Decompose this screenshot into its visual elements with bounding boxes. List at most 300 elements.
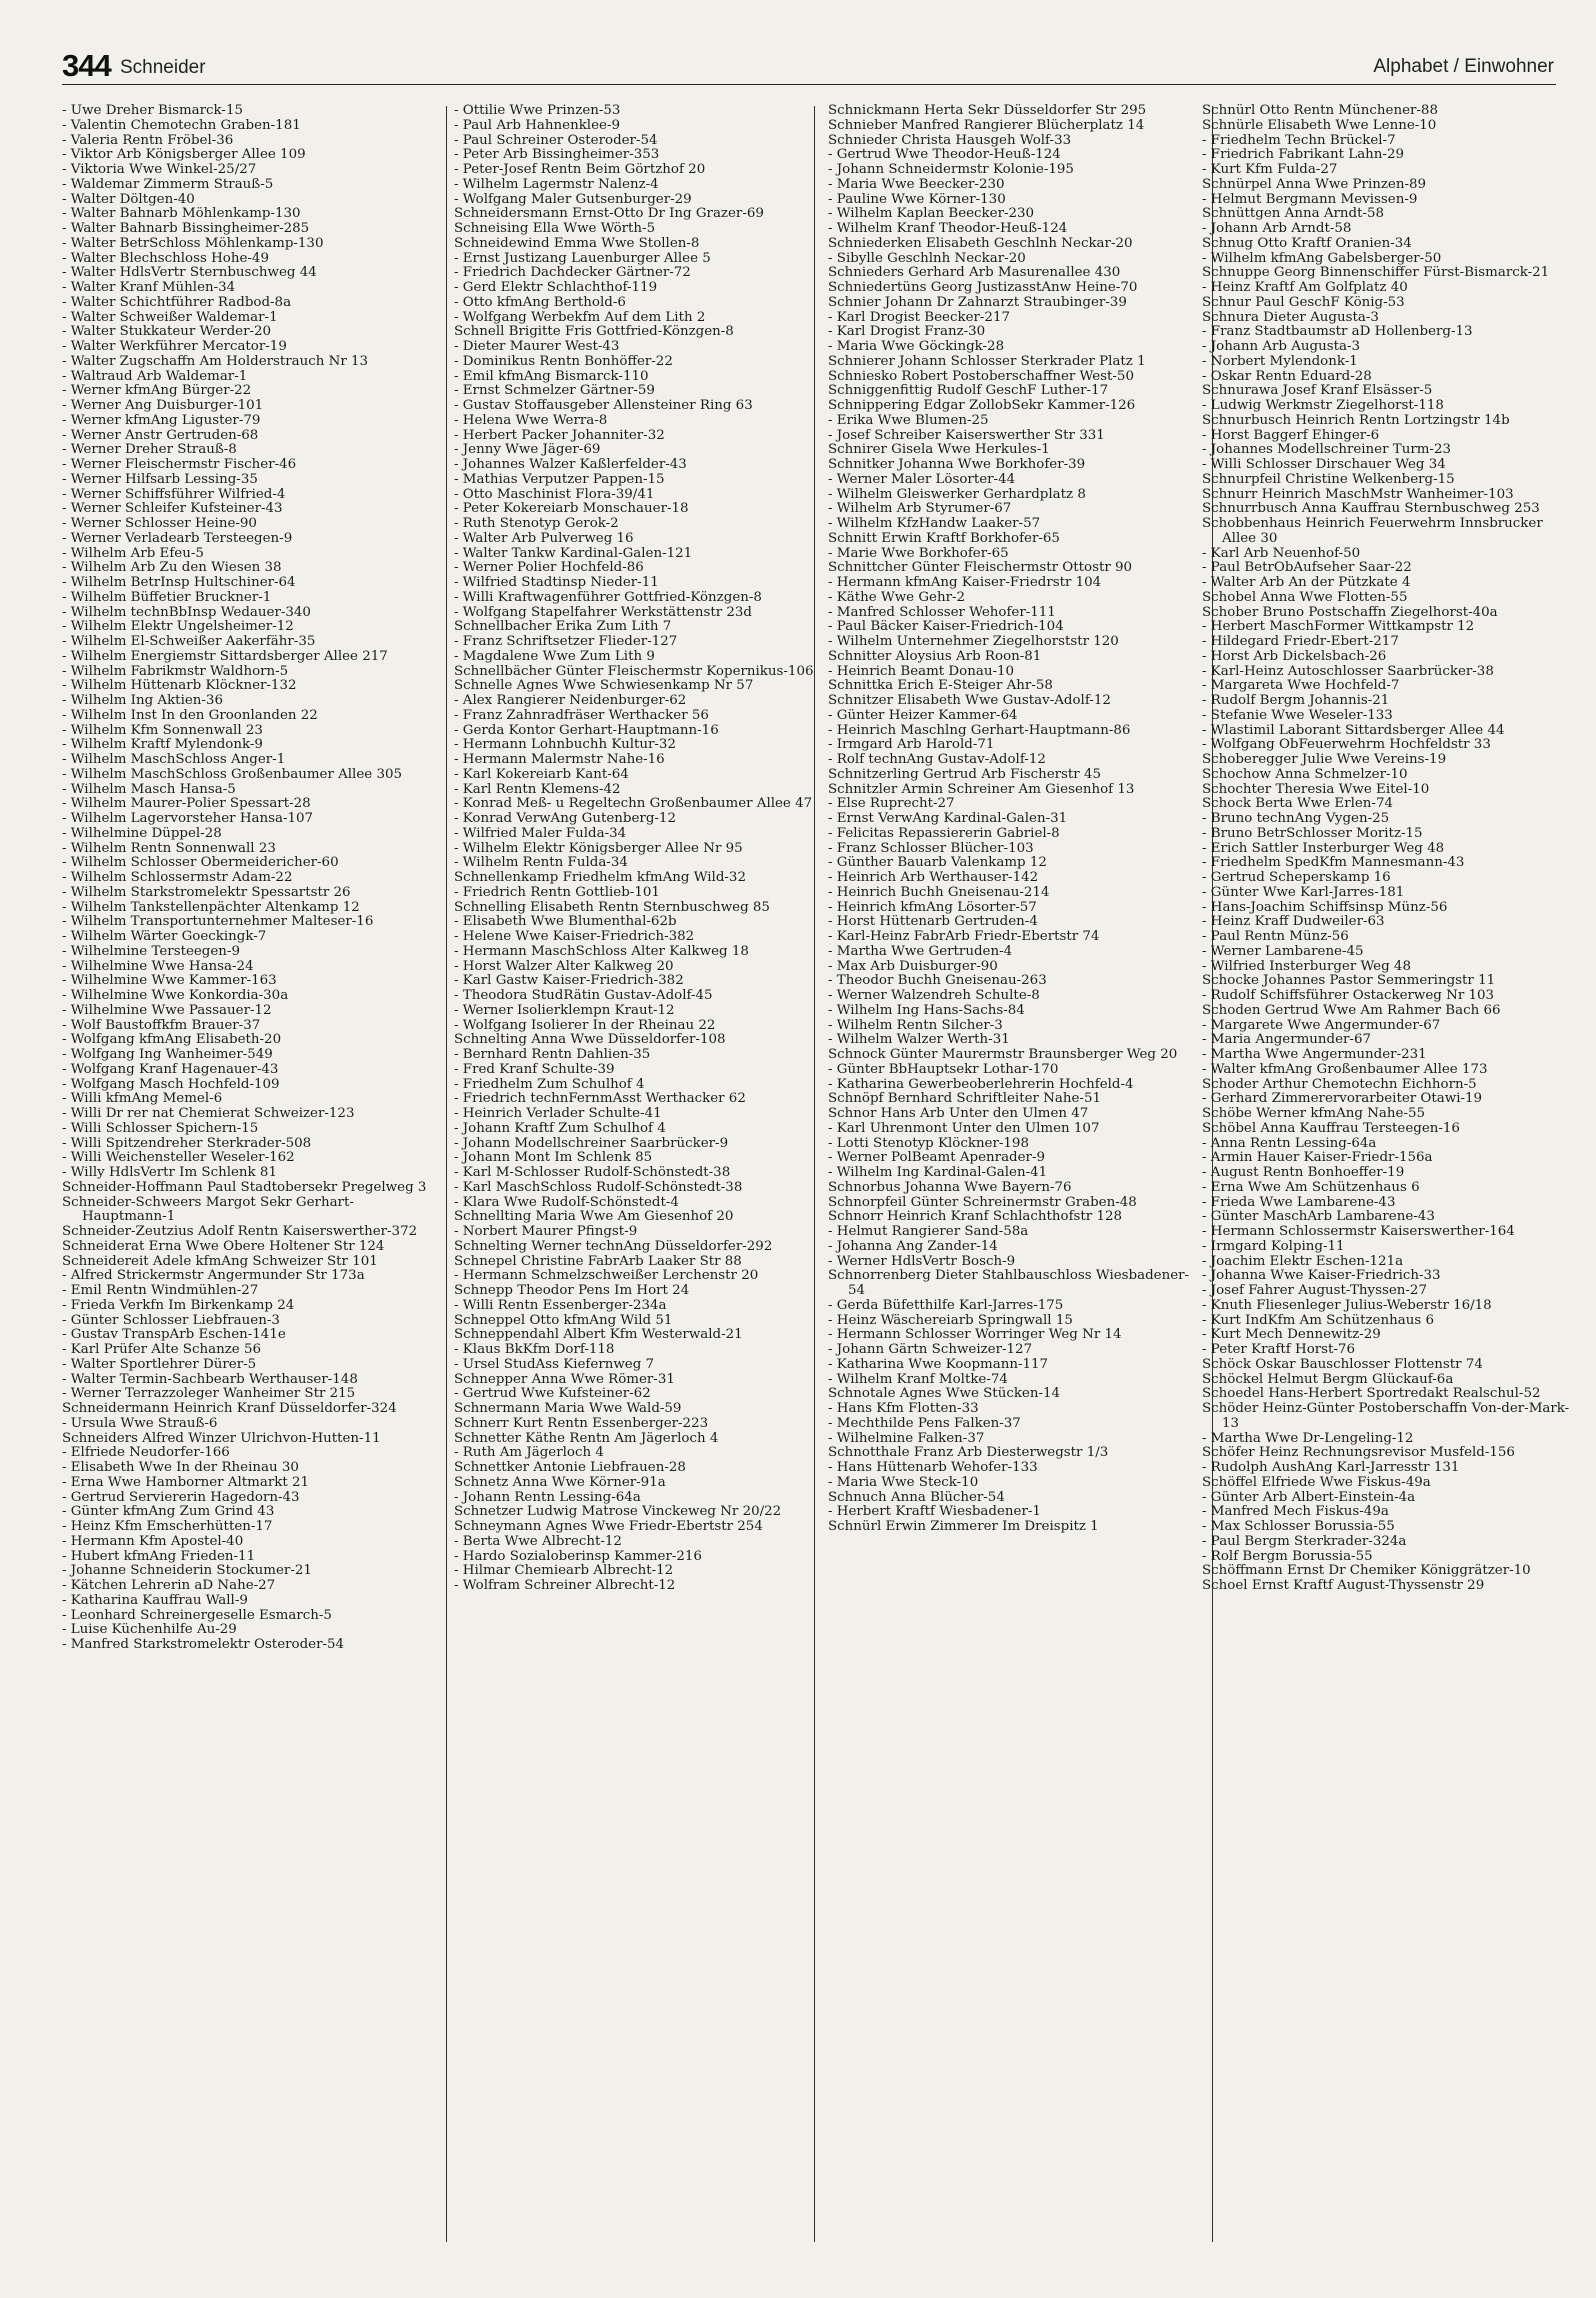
directory-subentry: - Paul Rentn Münz-56 bbox=[1202, 930, 1578, 945]
directory-subentry: - Käthe Wwe Gehr-2 bbox=[828, 591, 1202, 606]
directory-entry: Schneppel Otto kfmAng Wild 51 bbox=[454, 1312, 673, 1328]
directory-subentry: - Wilhelm Schlossermstr Adam-22 bbox=[62, 871, 434, 886]
directory-entry: Schnuppe Georg Binnenschiffer Fürst-Bismarck-21 bbox=[1202, 265, 1550, 281]
directory-subentry: - Gertrud Wwe Theodor-Heuß-124 bbox=[828, 148, 1202, 163]
directory-subentry: - Wilhelm Ing Aktien-36 bbox=[62, 694, 434, 709]
directory-entry: Schnickmann Herta Sekr Düsseldorfer Str 295 bbox=[828, 104, 1147, 118]
directory-subentry: - Ernst Schmelzer Gärtner-59 bbox=[454, 384, 828, 399]
directory-subentry: - Friedhelm Techn Brückel-7 bbox=[1202, 134, 1578, 149]
directory-subentry: - Horst Arb Dickelsbach-26 bbox=[1202, 650, 1578, 665]
directory-subentry: - Viktor Arb Königsberger Allee 109 bbox=[62, 148, 434, 163]
directory-subentry: - Werner Terrazzoleger Wanheimer Str 215 bbox=[62, 1387, 434, 1402]
directory-column-3 bbox=[828, 104, 1202, 2254]
directory-subentry: - Johann Kraftf Zum Schulhof 4 bbox=[454, 1122, 828, 1137]
directory-subentry: - Klara Wwe Rudolf-Schönstedt-4 bbox=[454, 1196, 828, 1211]
directory-subentry: - Luise Küchenhilfe Au-29 bbox=[62, 1623, 434, 1638]
directory-subentry: - Frieda Wwe Lambarene-43 bbox=[1202, 1196, 1578, 1211]
directory-subentry: - Friedhelm SpedKfm Mannesmann-43 bbox=[1202, 856, 1578, 871]
directory-entry: Schnieders Gerhard Arb Masurenallee 430 bbox=[828, 265, 1121, 281]
directory-subentry: - Hermann Schmelzschweißer Lerchenstr 20 bbox=[454, 1269, 828, 1284]
directory-subentry: - Wilhelm BetrInsp Hultschiner-64 bbox=[62, 576, 434, 591]
directory-subentry: - Wilhelm Kraftf Mylendonk-9 bbox=[62, 738, 434, 753]
directory-subentry: - Wilhelm Kaplan Beecker-230 bbox=[828, 207, 1202, 222]
directory-subentry: - Irmgard Arb Harold-71 bbox=[828, 738, 1202, 753]
directory-entry: Schnellting Maria Wwe Am Giesenhof 20 bbox=[454, 1209, 734, 1225]
directory-subentry: - Wilhelm Inst In den Groonlanden 22 bbox=[62, 709, 434, 724]
directory-entry: Schnüttgen Anna Arndt-58 bbox=[1202, 206, 1385, 222]
directory-subentry: - Konrad VerwAng Gutenberg-12 bbox=[454, 812, 828, 827]
directory-subentry: - Johann Arb Augusta-3 bbox=[1202, 340, 1578, 355]
directory-subentry: - Werner Walzendreh Schulte-8 bbox=[828, 989, 1202, 1004]
directory-subentry: - Wilhelm MaschSchloss Anger-1 bbox=[62, 753, 434, 768]
directory-subentry: - Werner Maler Lösorter-44 bbox=[828, 473, 1202, 488]
directory-subentry: - Franz Stadtbaumstr aD Hollenberg-13 bbox=[1202, 325, 1578, 340]
directory-subentry: - Ernst Justizang Lauenburger Allee 5 bbox=[454, 252, 828, 267]
directory-subentry: - Wilhelm El-Schweißer Aakerfähr-35 bbox=[62, 635, 434, 650]
directory-subentry: - Karl MaschSchloss Rudolf-Schönstedt-38 bbox=[454, 1181, 828, 1196]
directory-subentry: - Wilhelm Rentn Sonnenwall 23 bbox=[62, 842, 434, 857]
directory-subentry: - Wilhelmine Wwe Konkordia-30a bbox=[62, 989, 434, 1004]
directory-entry: Schöck Oskar Bauschlosser Flottenstr 74 bbox=[1202, 1356, 1483, 1372]
directory-subentry: - Wilhelmine Falken-37 bbox=[828, 1432, 1202, 1447]
directory-subentry: - Lotti Stenotyp Klöckner-198 bbox=[828, 1137, 1202, 1152]
directory-subentry: - Ludwig Werkmstr Ziegelhorst-118 bbox=[1202, 399, 1578, 414]
directory-entry: Schneidereit Adele kfmAng Schweizer Str 101 bbox=[62, 1253, 378, 1269]
directory-subentry: - Rudolph AushAng Karl-Jarresstr 131 bbox=[1202, 1461, 1578, 1476]
directory-subentry: - Wilhelm Arb Efeu-5 bbox=[62, 547, 434, 562]
directory-entry: Schnepper Anna Wwe Römer-31 bbox=[454, 1371, 675, 1387]
directory-subentry: - Heinrich Maschlng Gerhart-Hauptmann-86 bbox=[828, 724, 1202, 739]
directory-entry: Schnepp Theodor Pens Im Hort 24 bbox=[454, 1283, 690, 1298]
directory-subentry: - Mathias Verputzer Pappen-15 bbox=[454, 473, 828, 488]
directory-subentry: - Josef Schreiber Kaiserswerther Str 331 bbox=[828, 429, 1202, 444]
directory-subentry: - Hermann kfmAng Kaiser-Friedrstr 104 bbox=[828, 576, 1202, 591]
directory-subentry: - Werner Schlosser Heine-90 bbox=[62, 517, 434, 532]
directory-entry: Schnierer Johann Schlosser Sterkrader Platz 1 bbox=[828, 353, 1146, 369]
directory-subentry: - Willi Schlosser Spichern-15 bbox=[62, 1122, 434, 1137]
directory-subentry: - Johann Modellschreiner Saarbrücker-9 bbox=[454, 1137, 828, 1152]
directory-subentry: - Marie Wwe Borkhofer-65 bbox=[828, 547, 1202, 562]
directory-subentry: - Heinrich kfmAng Lösorter-57 bbox=[828, 901, 1202, 916]
directory-entry: Schnorrenberg Dieter Stahlbauschloss Wiesbadener-54 bbox=[828, 1268, 1190, 1298]
directory-subentry: - Wilhelm Transportunternehmer Malteser-16 bbox=[62, 915, 434, 930]
directory-subentry: - Wilhelm Masch Hansa-5 bbox=[62, 783, 434, 798]
directory-entry: Schnelling Elisabeth Rentn Sternbuschweg 85 bbox=[454, 899, 770, 915]
directory-entry: Schnitzer Elisabeth Wwe Gustav-Adolf-12 bbox=[828, 693, 1111, 708]
directory-subentry: - Erika Wwe Blumen-25 bbox=[828, 414, 1202, 429]
directory-entry: Schobbenhaus Heinrich Feuerwehrm Innsbrucker Allee 30 bbox=[1202, 516, 1543, 546]
directory-subentry: - Werner Verladearb Tersteegen-9 bbox=[62, 532, 434, 547]
directory-subentry: - Waldemar Zimmerm Strauß-5 bbox=[62, 178, 434, 193]
directory-subentry: - Heinz Wäschereiarb Springwall 15 bbox=[828, 1314, 1202, 1329]
directory-subentry: - Wilhelmine Wwe Hansa-24 bbox=[62, 960, 434, 975]
directory-subentry: - Johann Mont Im Schlenk 85 bbox=[454, 1151, 828, 1166]
directory-subentry: - Margareta Wwe Hochfeld-7 bbox=[1202, 679, 1578, 694]
directory-subentry: - Erna Wwe Hamborner Altmarkt 21 bbox=[62, 1476, 434, 1491]
directory-subentry: - Karl Prüfer Alte Schanze 56 bbox=[62, 1343, 434, 1358]
directory-entry: Schnurawa Josef Kranf Elsässer-5 bbox=[1202, 383, 1433, 399]
directory-subentry: - Günter Schlosser Liebfrauen-3 bbox=[62, 1314, 434, 1329]
directory-subentry: - Helmut Bergmann Mevissen-9 bbox=[1202, 193, 1578, 208]
directory-entry: Schnetz Anna Wwe Körner-91a bbox=[454, 1474, 666, 1490]
directory-entry: Schniederken Elisabeth Geschlnh Neckar-20 bbox=[828, 235, 1133, 251]
directory-subentry: - Walter Döltgen-40 bbox=[62, 193, 434, 208]
directory-subentry: - Karl Kokereiarb Kant-64 bbox=[454, 768, 828, 783]
directory-subentry: - Kätchen Lehrerin aD Nahe-27 bbox=[62, 1579, 434, 1594]
directory-subentry: - Wilhelm Rentn Fulda-34 bbox=[454, 856, 828, 871]
directory-subentry: - Magdalene Wwe Zum Lith 9 bbox=[454, 650, 828, 665]
directory-subentry: - Gerda Büfetthilfe Karl-Jarres-175 bbox=[828, 1299, 1202, 1314]
directory-subentry: - Günther Bauarb Valenkamp 12 bbox=[828, 856, 1202, 871]
directory-subentry: - Walter Zugschaffn Am Holderstrauch Nr 13 bbox=[62, 355, 434, 370]
directory-subentry: - Josef Fahrer August-Thyssen-27 bbox=[1202, 1284, 1578, 1299]
directory-subentry: - Felicitas Repassiererin Gabriel-8 bbox=[828, 827, 1202, 842]
directory-entry: Schocke Johannes Pastor Semmeringstr 11 bbox=[1202, 973, 1496, 989]
directory-subentry: - Wilhelm Gleiswerker Gerhardplatz 8 bbox=[828, 488, 1202, 503]
directory-entry: Schneiders Alfred Winzer Ulrichvon-Hutten-11 bbox=[62, 1430, 381, 1446]
directory-subentry: - Erna Wwe Am Schützenhaus 6 bbox=[1202, 1181, 1578, 1196]
directory-subentry: - Werner Polier Hochfeld-86 bbox=[454, 561, 828, 576]
directory-subentry: - Hans-Joachim Schiffsinsp Münz-56 bbox=[1202, 901, 1578, 916]
directory-subentry: - Hermann MaschSchloss Alter Kalkweg 18 bbox=[454, 945, 828, 960]
directory-subentry: - Maria Wwe Steck-10 bbox=[828, 1476, 1202, 1491]
directory-subentry: - Katharina Kauffrau Wall-9 bbox=[62, 1594, 434, 1609]
directory-subentry: - Wilhelm Kranf Theodor-Heuß-124 bbox=[828, 222, 1202, 237]
directory-subentry: - Wilhelm Lagervorsteher Hansa-107 bbox=[62, 812, 434, 827]
directory-subentry: - Willi kfmAng Memel-6 bbox=[62, 1092, 434, 1107]
directory-subentry: - Peter-Josef Rentn Beim Görtzhof 20 bbox=[454, 163, 828, 178]
directory-entry: Schnieber Manfred Rangierer Blücherplatz 14 bbox=[828, 117, 1145, 133]
directory-subentry: - Hermann Schlossermstr Kaiserswerther-164 bbox=[1202, 1225, 1578, 1240]
directory-subentry: - Else Ruprecht-27 bbox=[828, 797, 1202, 812]
directory-entry: Schöbe Werner kfmAng Nahe-55 bbox=[1202, 1106, 1426, 1121]
directory-entry: Schnorr Heinrich Kranf Schlachthofstr 128 bbox=[828, 1209, 1123, 1225]
directory-subentry: - Irmgard Kolping-11 bbox=[1202, 1240, 1578, 1255]
directory-subentry: - Paul Schreiner Osteroder-54 bbox=[454, 134, 828, 149]
directory-subentry: - Max Arb Duisburger-90 bbox=[828, 960, 1202, 975]
directory-subentry: - Helena Wwe Werra-8 bbox=[454, 414, 828, 429]
directory-subentry: - Wolfgang Stapelfahrer Werkstättenstr 23d bbox=[454, 606, 828, 621]
directory-subentry: - Wilhelm Lagermstr Nalenz-4 bbox=[454, 178, 828, 193]
directory-subentry: - Elisabeth Wwe Blumenthal-62b bbox=[454, 915, 828, 930]
directory-subentry: - Johannes Walzer Kaßlerfelder-43 bbox=[454, 458, 828, 473]
directory-entry: Schnitzler Armin Schreiner Am Giesenhof 13 bbox=[828, 781, 1135, 797]
directory-subentry: - Katharina Wwe Koopmann-117 bbox=[828, 1358, 1202, 1373]
directory-subentry: - Rolf Bergm Borussia-55 bbox=[1202, 1550, 1578, 1565]
directory-subentry: - Friedrich Fabrikant Lahn-29 bbox=[1202, 148, 1578, 163]
directory-subentry: - Wilhelm Kranf Moltke-74 bbox=[828, 1373, 1202, 1388]
directory-subentry: - Horst Baggerf Ehinger-6 bbox=[1202, 429, 1578, 444]
directory-subentry: - Ursel StudAss Kiefernweg 7 bbox=[454, 1358, 828, 1373]
directory-subentry: - Wilhelm technBbInsp Wedauer-340 bbox=[62, 606, 434, 621]
directory-subentry: - Walter kfmAng Großenbaumer Allee 173 bbox=[1202, 1063, 1578, 1078]
directory-subentry: - Kurt Mech Dennewitz-29 bbox=[1202, 1328, 1578, 1343]
directory-entry: Schöfer Heinz Rechnungsrevisor Musfeld-156 bbox=[1202, 1445, 1515, 1461]
directory-entry: Schnürl Otto Rentn Münchener-88 bbox=[1202, 104, 1438, 118]
directory-subentry: - Günter BbHauptsekr Lothar-170 bbox=[828, 1063, 1202, 1078]
directory-subentry: - Helmut Rangierer Sand-58a bbox=[828, 1225, 1202, 1240]
directory-subentry: - Valentin Chemotechn Graben-181 bbox=[62, 119, 434, 134]
directory-entry: Schneiderat Erna Wwe Obere Holtener Str 124 bbox=[62, 1238, 385, 1254]
directory-entry: Schnorpfeil Günter Schreinermstr Graben-48 bbox=[828, 1194, 1137, 1210]
directory-subentry: - Stefanie Wwe Weseler-133 bbox=[1202, 709, 1578, 724]
directory-entry: Schnelting Werner technAng Düsseldorfer-292 bbox=[454, 1238, 773, 1254]
directory-subentry: - Paul Bäcker Kaiser-Friedrich-104 bbox=[828, 620, 1202, 635]
directory-entry: Schnirer Gisela Wwe Herkules-1 bbox=[828, 442, 1050, 458]
directory-subentry: - Wlastimil Laborant Sittardsberger Allee 44 bbox=[1202, 724, 1578, 739]
directory-subentry: - Wolfgang kfmAng Elisabeth-20 bbox=[62, 1033, 434, 1048]
directory-entry: Schneising Ella Wwe Wörth-5 bbox=[454, 221, 656, 236]
directory-entry: Schneidermann Heinrich Kranf Düsseldorfer-324 bbox=[62, 1401, 397, 1416]
directory-entry: Schnepel Christine FabrArb Laaker Str 88 bbox=[454, 1253, 742, 1269]
directory-subentry: - Werner kfmAng Bürger-22 bbox=[62, 384, 434, 399]
directory-entry: Schnürpel Anna Wwe Prinzen-89 bbox=[1202, 176, 1427, 192]
directory-entry: Schoberegger Julie Wwe Vereins-19 bbox=[1202, 752, 1447, 767]
directory-subentry: - Otto kfmAng Berthold-6 bbox=[454, 296, 828, 311]
directory-subentry: - Peter Kraftf Horst-76 bbox=[1202, 1343, 1578, 1358]
directory-subentry: - Walter BetrSchloss Möhlenkamp-130 bbox=[62, 237, 434, 252]
directory-entry: Schoder Arthur Chemotechn Eichhorn-5 bbox=[1202, 1076, 1477, 1092]
directory-entry: Schnitter Aloysius Arb Roon-81 bbox=[828, 648, 1042, 664]
directory-subentry: - Willy HdlsVertr Im Schlenk 81 bbox=[62, 1166, 434, 1181]
directory-subentry: - Erich Sattler Insterburger Weg 48 bbox=[1202, 842, 1578, 857]
directory-subentry: - Johanna Ang Zander-14 bbox=[828, 1240, 1202, 1255]
directory-entry: Schöbel Anna Kauffrau Tersteegen-16 bbox=[1202, 1120, 1460, 1136]
directory-subentry: - Anna Rentn Lessing-64a bbox=[1202, 1137, 1578, 1152]
directory-entry: Schochow Anna Schmelzer-10 bbox=[1202, 766, 1408, 782]
directory-subentry: - Berta Wwe Albrecht-12 bbox=[454, 1535, 828, 1550]
directory-entry: Schnock Günter Maurermstr Braunsberger Weg 20 bbox=[828, 1047, 1178, 1062]
directory-subentry: - Walter Bahnarb Möhlenkamp-130 bbox=[62, 207, 434, 222]
directory-subentry: - Rolf technAng Gustav-Adolf-12 bbox=[828, 753, 1202, 768]
directory-subentry: - Wilhelm Ing Hans-Sachs-84 bbox=[828, 1004, 1202, 1019]
directory-subentry: - Werner Ang Duisburger-101 bbox=[62, 399, 434, 414]
directory-subentry: - Karl-Heinz Autoschlosser Saarbrücker-38 bbox=[1202, 665, 1578, 680]
directory-entry: Schoel Ernst Kraftf August-Thyssenstr 29 bbox=[1202, 1578, 1485, 1593]
directory-subentry: - Martha Wwe Gertruden-4 bbox=[828, 945, 1202, 960]
directory-subentry: - Wilhelmine Tersteegen-9 bbox=[62, 945, 434, 960]
directory-subentry: - Werner Hilfsarb Lessing-35 bbox=[62, 473, 434, 488]
directory-subentry: - Wilhelm Starkstromelektr Spessartstr 26 bbox=[62, 886, 434, 901]
directory-subentry: - Gerhard Zimmerervorarbeiter Otawi-19 bbox=[1202, 1092, 1578, 1107]
directory-entry: Schoedel Hans-Herbert Sportredakt Realschul-52 bbox=[1202, 1386, 1541, 1402]
directory-entry: Schneidersmann Ernst-Otto Dr Ing Grazer-69 bbox=[454, 206, 764, 222]
directory-subentry: - Helene Wwe Kaiser-Friedrich-382 bbox=[454, 930, 828, 945]
directory-subentry: - Oskar Rentn Eduard-28 bbox=[1202, 370, 1578, 385]
directory-subentry: - Wilhelm Elektr Königsberger Allee Nr 95 bbox=[454, 842, 828, 857]
directory-subentry: - Walter Arb Pulverweg 16 bbox=[454, 532, 828, 547]
directory-entry: Schobel Anna Wwe Flotten-55 bbox=[1202, 589, 1408, 605]
directory-subentry: - Maria Wwe Beecker-230 bbox=[828, 178, 1202, 193]
directory-entry: Schnell Brigitte Fris Gottfried-Könzgen-8 bbox=[454, 324, 734, 340]
directory-subentry: - Werner Isolierklempn Kraut-12 bbox=[454, 1004, 828, 1019]
directory-subentry: - Horst Walzer Alter Kalkweg 20 bbox=[454, 960, 828, 975]
directory-subentry: - Viktoria Wwe Winkel-25/27 bbox=[62, 163, 434, 178]
directory-subentry: - Günter kfmAng Zum Grind 43 bbox=[62, 1505, 434, 1520]
directory-subentry: - Maria Angermunder-67 bbox=[1202, 1033, 1578, 1048]
directory-entry: Schnetter Käthe Rentn Am Jägerloch 4 bbox=[454, 1430, 719, 1446]
directory-entry: Schnelle Agnes Wwe Schwiesenkamp Nr 57 bbox=[454, 678, 754, 694]
directory-entry: Schnur Paul GeschF König-53 bbox=[1202, 294, 1405, 310]
directory-subentry: - Johann Arb Arndt-58 bbox=[1202, 222, 1578, 237]
directory-subentry: - Alfred Strickermstr Angermunder Str 173a bbox=[62, 1269, 434, 1284]
directory-subentry: - Wilhelm Tankstellenpächter Altenkamp 12 bbox=[62, 901, 434, 916]
directory-entry: Schober Bruno Postschaffn Ziegelhorst-40a bbox=[1202, 604, 1498, 620]
directory-subentry: - Martha Wwe Angermunder-231 bbox=[1202, 1048, 1578, 1063]
directory-entry: Schnieder Christa Hausgeh Wolf-33 bbox=[828, 132, 1072, 148]
directory-subentry: - Herbert Kraftf Wiesbadener-1 bbox=[828, 1505, 1202, 1520]
directory-subentry: - Wilhelmine Düppel-28 bbox=[62, 827, 434, 842]
directory-subentry: - Wilhelm Arb Styrumer-67 bbox=[828, 502, 1202, 517]
directory-subentry: - Wilhelm Maurer-Polier Spessart-28 bbox=[62, 797, 434, 812]
directory-subentry: - Wilhelm Energiemstr Sittardsberger Allee 217 bbox=[62, 650, 434, 665]
directory-entry: Schniesko Robert Postoberschaffner West-50 bbox=[828, 368, 1134, 384]
directory-subentry: - Hilmar Chemiearb Albrecht-12 bbox=[454, 1564, 828, 1579]
column-rule bbox=[446, 106, 447, 2242]
directory-entry: Schnotthale Franz Arb Diesterwegstr 1/3 bbox=[828, 1445, 1109, 1461]
directory-subentry: - Valeria Rentn Fröbel-36 bbox=[62, 134, 434, 149]
directory-subentry: - Peter Kokereiarb Monschauer-18 bbox=[454, 502, 828, 517]
directory-entry: Schniedertüns Georg JustizasstAnw Heine-70 bbox=[828, 280, 1138, 295]
directory-entry: Schniggenfittig Rudolf GeschF Luther-17 bbox=[828, 383, 1109, 399]
directory-subentry: - Alex Rangierer Neidenburger-62 bbox=[454, 694, 828, 709]
directory-subentry: - Joachim Elektr Eschen-121a bbox=[1202, 1255, 1578, 1270]
directory-entry: Schnor Hans Arb Unter den Ulmen 47 bbox=[828, 1106, 1089, 1121]
directory-entry: Schock Berta Wwe Erlen-74 bbox=[1202, 796, 1393, 812]
directory-subentry: - Franz Zahnradfräser Werthacker 56 bbox=[454, 709, 828, 724]
directory-columns bbox=[62, 104, 1570, 2254]
directory-subentry: - Friedrich technFernmAsst Werthacker 62 bbox=[454, 1092, 828, 1107]
directory-subentry: - Heinrich Beamt Donau-10 bbox=[828, 665, 1202, 680]
directory-subentry: - Jenny Wwe Jäger-69 bbox=[454, 443, 828, 458]
directory-subentry: - Gerd Elektr Schlachthof-119 bbox=[454, 281, 828, 296]
directory-subentry: - Walter Schweißer Waldemar-1 bbox=[62, 311, 434, 326]
directory-subentry: - Mechthilde Pens Falken-37 bbox=[828, 1417, 1202, 1432]
directory-subentry: - Karl Drogist Franz-30 bbox=[828, 325, 1202, 340]
directory-subentry: - Heinz Kraff Dudweiler-63 bbox=[1202, 915, 1578, 930]
directory-entry: Schnug Otto Kraftf Oranien-34 bbox=[1202, 235, 1412, 251]
directory-subentry: - Wolf Baustoffkfm Brauer-37 bbox=[62, 1019, 434, 1034]
directory-entry: Schneidewind Emma Wwe Stollen-8 bbox=[454, 235, 700, 251]
column-rule bbox=[814, 106, 815, 2242]
directory-subentry: - Willi Rentn Essenberger-234a bbox=[454, 1299, 828, 1314]
directory-entry: Schnuch Anna Blücher-54 bbox=[828, 1489, 1005, 1505]
directory-subentry: - Otto Maschinist Flora-39/41 bbox=[454, 488, 828, 503]
page-header bbox=[62, 48, 1556, 85]
directory-subentry: - Karl Gastw Kaiser-Friedrich-382 bbox=[454, 974, 828, 989]
directory-entry: Schöder Heinz-Günter Postoberschaffn Von-der-Mark-13 bbox=[1202, 1401, 1570, 1431]
directory-subentry: - Hermann Kfm Apostel-40 bbox=[62, 1535, 434, 1550]
directory-subentry: - Gertrud Serviererin Hagedorn-43 bbox=[62, 1491, 434, 1506]
directory-subentry: - Hardo Sozialoberinsp Kammer-216 bbox=[454, 1550, 828, 1565]
directory-subentry: - Werner Lambarene-45 bbox=[1202, 945, 1578, 960]
directory-subentry: - Martha Wwe Dr-Lengeling-12 bbox=[1202, 1432, 1578, 1447]
directory-subentry: - Walter Schichtführer Radbod-8a bbox=[62, 296, 434, 311]
directory-entry: Schnotale Agnes Wwe Stücken-14 bbox=[828, 1386, 1061, 1402]
directory-subentry: - Ursula Wwe Strauß-6 bbox=[62, 1417, 434, 1432]
directory-entry: Schochter Theresia Wwe Eitel-10 bbox=[1202, 781, 1430, 797]
directory-subentry: - Wilhelm Elektr Ungelsheimer-12 bbox=[62, 620, 434, 635]
directory-subentry: - Walter Sportlehrer Dürer-5 bbox=[62, 1358, 434, 1373]
directory-subentry: - Wolfgang Ing Wanheimer-549 bbox=[62, 1048, 434, 1063]
directory-subentry: - Herbert MaschFormer Wittkampstr 12 bbox=[1202, 620, 1578, 635]
directory-subentry: - Rudolf Bergm Johannis-21 bbox=[1202, 694, 1578, 709]
directory-subentry: - Günter Arb Albert-Einstein-4a bbox=[1202, 1491, 1578, 1506]
directory-entry: Schnurbusch Heinrich Rentn Lortzingstr 14b bbox=[1202, 412, 1510, 428]
directory-subentry: - Hans Hüttenarb Wehofer-133 bbox=[828, 1461, 1202, 1476]
directory-subentry: - Armin Hauer Kaiser-Friedr-156a bbox=[1202, 1151, 1578, 1166]
directory-subentry: - Johanne Schneiderin Stockumer-21 bbox=[62, 1564, 434, 1579]
directory-subentry: - Wolfgang Isolierer In der Rheinau 22 bbox=[454, 1019, 828, 1034]
directory-subentry: - Paul Bergm Sterkrader-324a bbox=[1202, 1535, 1578, 1550]
directory-subentry: - Konrad Meß- u Regeltechn Großenbaumer Allee 47 bbox=[454, 797, 828, 812]
directory-subentry: - Karl-Heinz FabrArb Friedr-Ebertstr 74 bbox=[828, 930, 1202, 945]
directory-subentry: - Willi Spitzendreher Sterkrader-508 bbox=[62, 1137, 434, 1152]
directory-subentry: - Wilhelm Büffetier Bruckner-1 bbox=[62, 591, 434, 606]
directory-subentry: - Dominikus Rentn Bonhöffer-22 bbox=[454, 355, 828, 370]
page-number: 344 bbox=[62, 48, 111, 83]
directory-subentry: - Werner Schleifer Kufsteiner-43 bbox=[62, 502, 434, 517]
directory-entry: Schnellenkamp Friedhelm kfmAng Wild-32 bbox=[454, 870, 746, 885]
directory-subentry: - Gustav Stoffausgeber Allensteiner Ring 63 bbox=[454, 399, 828, 414]
directory-subentry: - Werner Schiffsführer Wilfried-4 bbox=[62, 488, 434, 503]
directory-subentry: - Willi Dr rer nat Chemierat Schweizer-123 bbox=[62, 1107, 434, 1122]
directory-subentry: - Wolfgang Werbekfm Auf dem Lith 2 bbox=[454, 311, 828, 326]
directory-subentry: - Werner Dreher Strauß-8 bbox=[62, 443, 434, 458]
directory-subentry: - Werner Fleischermstr Fischer-46 bbox=[62, 458, 434, 473]
directory-subentry: - Bernhard Rentn Dahlien-35 bbox=[454, 1048, 828, 1063]
directory-subentry: - Ruth Am Jägerloch 4 bbox=[454, 1446, 828, 1461]
directory-subentry: - Wilhelm Arb Zu den Wiesen 38 bbox=[62, 561, 434, 576]
directory-subentry: - Kurt IndKfm Am Schützenhaus 6 bbox=[1202, 1314, 1578, 1329]
directory-entry: Schnurrbusch Anna Kauffrau Sternbuschweg 253 bbox=[1202, 501, 1540, 517]
directory-subentry: - Friedrich Dachdecker Gärtner-72 bbox=[454, 266, 828, 281]
directory-subentry: - Wilhelm kfmAng Gabelsberger-50 bbox=[1202, 252, 1578, 267]
directory-entry: Schneppendahl Albert Kfm Westerwald-21 bbox=[454, 1327, 743, 1343]
directory-subentry: - Uwe Dreher Bismarck-15 bbox=[62, 104, 434, 119]
directory-subentry: - Johann Gärtn Schweizer-127 bbox=[828, 1343, 1202, 1358]
directory-entry: Schnürl Erwin Zimmerer Im Dreispitz 1 bbox=[828, 1519, 1099, 1534]
directory-subentry: - Emil Rentn Windmühlen-27 bbox=[62, 1284, 434, 1299]
directory-subentry: - Friedhelm Zum Schulhof 4 bbox=[454, 1078, 828, 1093]
directory-subentry: - Walter Blechschloss Hohe-49 bbox=[62, 252, 434, 267]
directory-subentry: - Theodora StudRätin Gustav-Adolf-45 bbox=[454, 989, 828, 1004]
directory-subentry: - Norbert Mylendonk-1 bbox=[1202, 355, 1578, 370]
directory-subentry: - Ernst VerwAng Kardinal-Galen-31 bbox=[828, 812, 1202, 827]
directory-subentry: - Walter Termin-Sachbearb Werthauser-148 bbox=[62, 1373, 434, 1388]
directory-subentry: - Wolfgang Masch Hochfeld-109 bbox=[62, 1078, 434, 1093]
directory-subentry: - Manfred Schlosser Wehofer-111 bbox=[828, 606, 1202, 621]
directory-subentry: - Franz Schlosser Blücher-103 bbox=[828, 842, 1202, 857]
directory-subentry: - Wolfgang ObFeuerwehrm Hochfeldstr 33 bbox=[1202, 738, 1578, 753]
directory-subentry: - Kurt Kfm Fulda-27 bbox=[1202, 163, 1578, 178]
directory-subentry: - Paul Arb Hahnenklee-9 bbox=[454, 119, 828, 134]
directory-subentry: - Franz Schriftsetzer Flieder-127 bbox=[454, 635, 828, 650]
directory-subentry: - Peter Arb Bissingheimer-353 bbox=[454, 148, 828, 163]
directory-subentry: - Horst Hüttenarb Gertruden-4 bbox=[828, 915, 1202, 930]
directory-entry: Schnermann Maria Wwe Wald-59 bbox=[454, 1401, 682, 1416]
directory-subentry: - Bruno BetrSchlosser Moritz-15 bbox=[1202, 827, 1578, 842]
directory-entry: Schneider-Hoffmann Paul Stadtobersekr Pregelweg 3 bbox=[62, 1179, 427, 1195]
directory-entry: Schnetzer Ludwig Matrose Vinckeweg Nr 20/22 bbox=[454, 1504, 782, 1520]
directory-subentry: - Karl M-Schlosser Rudolf-Schönstedt-38 bbox=[454, 1166, 828, 1181]
directory-subentry: - Fred Kranf Schulte-39 bbox=[454, 1063, 828, 1078]
directory-entry: Schnittcher Günter Fleischermstr Ottostr 90 bbox=[828, 560, 1133, 576]
directory-column-1 bbox=[62, 104, 434, 2254]
directory-subentry: - Wilhelmine Wwe Kammer-163 bbox=[62, 974, 434, 989]
directory-subentry: - Wilfried Maler Fulda-34 bbox=[454, 827, 828, 842]
directory-subentry: - Wilhelm Schlosser Obermeidericher-60 bbox=[62, 856, 434, 871]
